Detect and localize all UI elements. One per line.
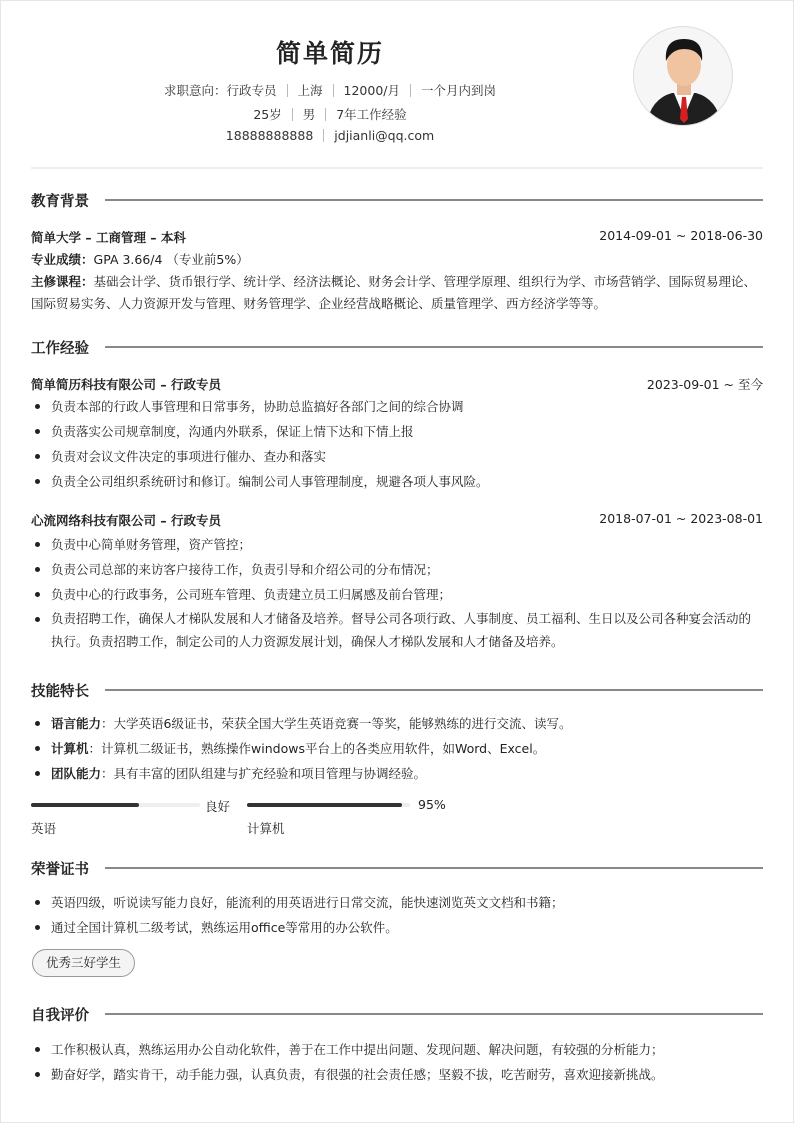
- resume-header: [0, 0, 794, 168]
- honor-tag: 优秀三好学生: [32, 949, 135, 977]
- section-work: [31, 337, 763, 357]
- section-self-evaluation: [31, 1004, 763, 1024]
- gpa: 专业成绩：GPA 3.66/4 （专业前5%）: [31, 252, 249, 267]
- list-item: 勤奋好学，踏实肯干，动手能力强，认真负责，有很强的社会责任感；坚毅不拔，吃苦耐劳，喜欢迎接新挑战。: [31, 1062, 763, 1087]
- company: 心流网络科技有限公司 – 行政专员: [31, 513, 221, 528]
- list-item: 负责对会议文件决定的事项进行催办、查办和落实: [31, 444, 763, 469]
- age: 25岁: [253, 107, 282, 122]
- intent-salary: 12000/月: [343, 83, 400, 98]
- list-item: 负责本部的行政人事管理和日常事务，协助总监搞好各部门之间的综合协调: [31, 394, 763, 419]
- company: 简单简历科技有限公司 – 行政专员: [31, 377, 221, 392]
- list-item: 团队能力：具有丰富的团队组建与扩充经验和项目管理与协调经验。: [31, 761, 763, 786]
- job-duties: [31, 532, 763, 653]
- list-item: 负责招聘工作，确保人才梯队发展和人才储备及培养。督导公司各项行政、人事制度、员工福利、生日以及公司各种宴会活动的执行。负责招聘工作，制定公司的人力资源发展计划，确保人才梯队发展和人才储备及培养。: [31, 607, 763, 653]
- skill-list: [31, 711, 763, 786]
- english-skill-bar: [31, 803, 200, 807]
- education-date: 2014-09-01 ~ 2018-06-30: [599, 228, 763, 243]
- list-item: 英语四级，听说读写能力良好，能流利的用英语进行日常交流，能快速浏览英文文档和书籍；: [31, 890, 763, 915]
- section-education: [31, 190, 763, 210]
- list-item: 负责落实公司规章制度，沟通内外联系，保证上情下达和下情上报: [31, 419, 763, 444]
- intent-city: 上海: [297, 83, 323, 98]
- list-item: 负责全公司组织系统研讨和修订。编制公司人事管理制度，规避各项人事风险。: [31, 469, 763, 494]
- skill-level: 良好: [205, 799, 231, 814]
- list-item: 负责公司总部的来访客户接待工作，负责引导和介绍公司的分布情况；: [31, 557, 763, 582]
- header-divider: [31, 167, 763, 169]
- section-title: 技能特长: [31, 683, 89, 700]
- experience-years: 7年工作经验: [336, 107, 407, 122]
- basic-info: [0, 105, 660, 123]
- courses: 主修课程：基础会计学、货币银行学、统计学、经济法概论、财务会计学、管理学原理、组织行为学、市场营销学、国际贸易理论、国际贸易实务、人力资源开发与管理、财务管理学、企业经营战略概论、质量管理学、西方经济学等等。: [31, 274, 757, 311]
- list-item: 负责中心简单财务管理，资产管控；: [31, 532, 763, 557]
- section-honors: [31, 858, 763, 878]
- section-title: 荣誉证书: [31, 861, 89, 878]
- list-item: 负责中心的行政事务，公司班车管理、负责建立员工归属感及前台管理；: [31, 582, 763, 607]
- education-entry: [31, 228, 763, 246]
- intent-label: 求职意向：: [163, 83, 227, 98]
- job-entry: [31, 511, 763, 529]
- email: jdjianli@qq.com: [334, 128, 435, 143]
- list-item: 工作积极认真，熟练运用办公自动化软件，善于在工作中提出问题、发现问题、解决问题，有较强的分析能力；: [31, 1037, 763, 1062]
- section-title: 工作经验: [31, 340, 89, 357]
- honor-list: [31, 890, 763, 940]
- phone: 18888888888: [225, 128, 314, 143]
- job-date: 2023-09-01 ~ 至今: [646, 377, 763, 392]
- skill-name: 计算机: [247, 821, 285, 836]
- school: 简单大学 – 工商管理 – 本科: [31, 230, 186, 245]
- intent-position: 行政专员: [226, 83, 277, 98]
- section-skills: [31, 680, 763, 700]
- computer-skill-bar: [247, 803, 410, 807]
- contact-info: [0, 128, 660, 143]
- list-item: 通过全国计算机二级考试，熟练运用office等常用的办公软件。: [31, 915, 763, 940]
- avatar: [633, 26, 733, 126]
- job-duties: [31, 394, 763, 494]
- job-entry: [31, 375, 763, 393]
- self-evaluation-list: [31, 1037, 763, 1087]
- section-title: 自我评价: [31, 1007, 89, 1024]
- gender: 男: [302, 107, 316, 122]
- skill-name: 英语: [31, 821, 57, 836]
- list-item: 语言能力：大学英语6级证书，荣获全国大学生英语竞赛一等奖，能够熟练的进行交流、读写。: [31, 711, 763, 736]
- section-title: 教育背景: [31, 193, 89, 210]
- resume-name: 简单简历: [275, 39, 384, 68]
- skill-level: 95%: [418, 797, 446, 812]
- job-intent: [0, 81, 660, 99]
- intent-availability: 一个月内到岗: [421, 83, 497, 98]
- list-item: 计算机：计算机二级证书，熟练操作windows平台上的各类应用软件，如Word、Excel。: [31, 736, 763, 761]
- job-date: 2018-07-01 ~ 2023-08-01: [599, 511, 763, 526]
